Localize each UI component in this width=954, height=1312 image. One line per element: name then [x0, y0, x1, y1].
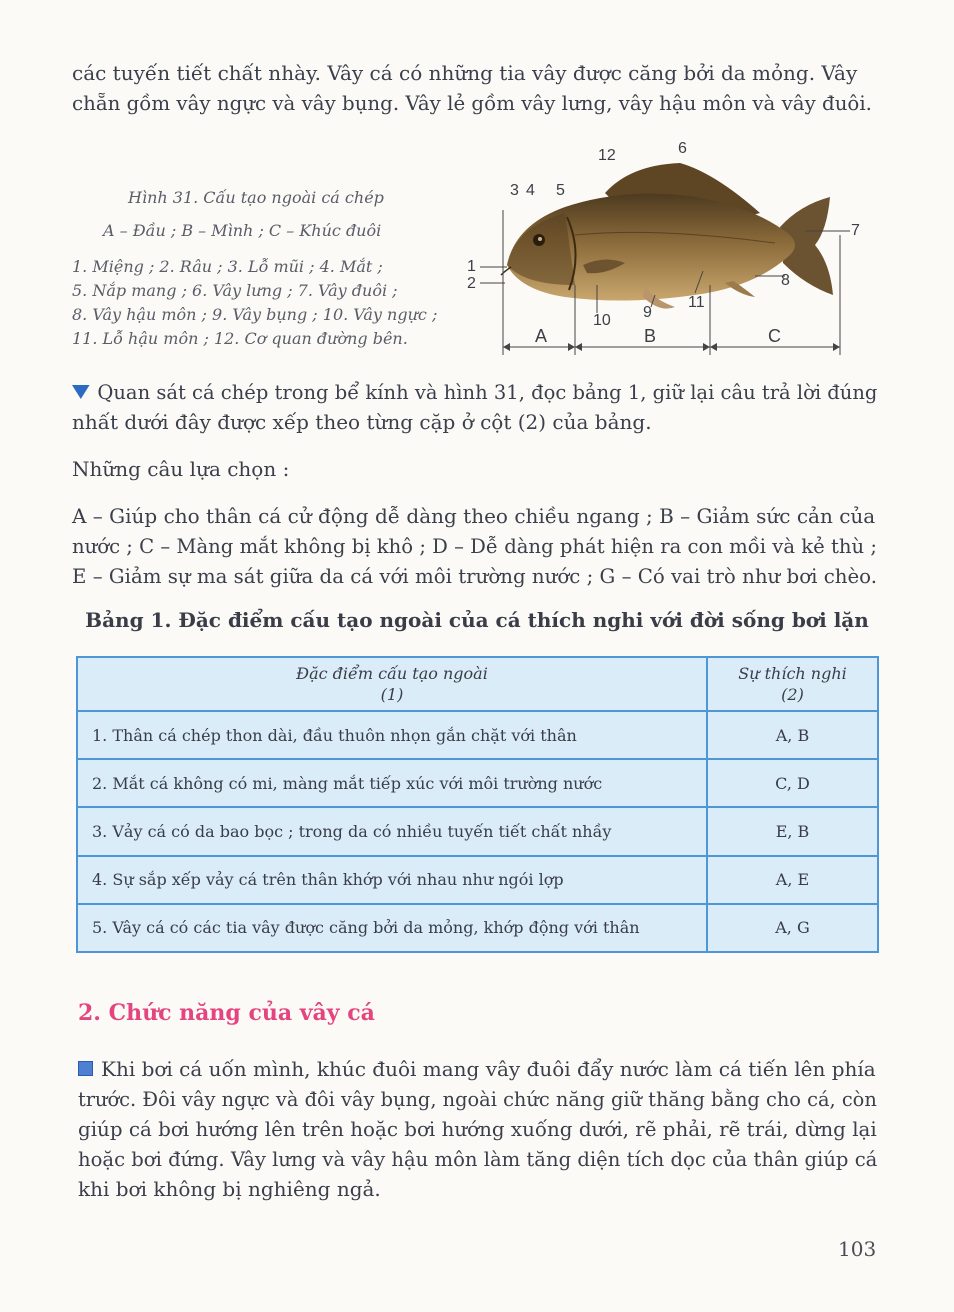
feature-cell: 4. Sự sắp xếp vảy cá trên thân khớp với nhau như ngói lợp	[77, 856, 707, 904]
label-2: 2	[467, 275, 476, 292]
table-row	[77, 759, 878, 807]
options-label: Những câu lựa chọn :	[72, 457, 290, 481]
figure-legend-line: 11. Lỗ hậu môn ; 12. Cơ quan đường bên.	[72, 329, 408, 348]
label-5: 5	[556, 182, 565, 199]
square-bullet-icon	[78, 1061, 93, 1076]
answer-cell: C, D	[707, 759, 878, 807]
table-row	[77, 904, 878, 952]
table-header-row	[77, 657, 878, 711]
option-line: E – Giảm sự ma sát giữa da cá với môi trường nước ; G – Có vai trò như bơi chèo.	[72, 564, 877, 588]
section-paragraph	[78, 1054, 877, 1204]
label-10: 10	[593, 312, 611, 329]
options-paragraph	[72, 501, 877, 591]
label-11: 11	[688, 294, 705, 311]
task-line: nhất dưới đây được xếp theo từng cặp ở cột (2) của bảng.	[72, 410, 652, 434]
table-row	[77, 711, 878, 759]
option-line: nước ; C – Màng mắt không bị khô ; D – Dễ dàng phát hiện ra con mồi và kẻ thù ;	[72, 534, 877, 558]
feature-cell: 2. Mắt cá không có mi, màng mắt tiếp xúc với môi trường nước	[77, 759, 707, 807]
section-label-c: C	[768, 326, 781, 346]
answer-cell: A, G	[707, 904, 878, 952]
page-number: 103	[838, 1237, 877, 1261]
intro-line: chẵn gồm vây ngực và vây bụng. Vây lẻ gồm vây lưng, vây hậu môn và vây đuôi.	[72, 91, 872, 115]
section-line: trước. Đôi vây ngực và đôi vây bụng, ngoài chức năng giữ thăng bằng cho cá, còn	[78, 1087, 877, 1111]
label-6: 6	[678, 140, 687, 157]
table-row	[77, 807, 878, 855]
label-7: 7	[851, 222, 860, 239]
header-feature: Đặc điểm cấu tạo ngoài (1)	[77, 657, 707, 711]
answer-cell: A, B	[707, 711, 878, 759]
triangle-bullet-icon	[72, 385, 90, 399]
figure-legend-line: 1. Miệng ; 2. Râu ; 3. Lỗ mũi ; 4. Mắt ;	[72, 257, 383, 276]
header-adaptation: Sự thích nghi (2)	[707, 657, 878, 711]
figure-caption-title: Hình 31. Cấu tạo ngoài cá chép	[128, 188, 384, 207]
task-paragraph	[72, 377, 877, 437]
label-4: 4	[526, 182, 535, 199]
section-title: 2. Chức năng của vây cá	[78, 1000, 375, 1026]
feature-cell: 3. Vảy cá có da bao bọc ; trong da có nhiều tuyến tiết chất nhầy	[77, 807, 707, 855]
table-title: Bảng 1. Đặc điểm cấu tạo ngoài của cá thích nghi với đời sống bơi lặn	[85, 608, 869, 632]
label-9: 9	[643, 304, 652, 321]
figure-caption-sections: A – Đầu ; B – Mình ; C – Khúc đuôi	[103, 221, 382, 240]
section-line: hoặc bơi đứng. Vây lưng và vây hậu môn làm tăng diện tích dọc của thân giúp cá	[78, 1147, 878, 1171]
figure-legend-line: 8. Vây hậu môn ; 9. Vây bụng ; 10. Vây ngực ;	[72, 305, 438, 324]
option-line: A – Giúp cho thân cá cử động dễ dàng theo chiều ngang ; B – Giảm sức cản của	[72, 504, 876, 528]
task-line: Quan sát cá chép trong bể kính và hình 31, đọc bảng 1, giữ lại câu trả lời đúng	[97, 380, 878, 404]
feature-cell: 1. Thân cá chép thon dài, đầu thuôn nhọn gắn chặt với thân	[77, 711, 707, 759]
label-8: 8	[781, 272, 790, 289]
section-label-b: B	[644, 326, 657, 346]
section-label-a: A	[535, 326, 548, 346]
answer-cell: A, E	[707, 856, 878, 904]
figure-legend-line: 5. Nắp mang ; 6. Vây lưng ; 7. Vây đuôi ;	[72, 281, 398, 300]
section-line: giúp cá bơi hướng lên trên hoặc bơi hướng xuống dưới, rẽ phải, rẽ trái, dừng lại	[78, 1117, 877, 1141]
label-3: 3	[510, 182, 519, 199]
section-line: Khi bơi cá uốn mình, khúc đuôi mang vây đuôi đẩy nước làm cá tiến lên phía	[101, 1057, 876, 1081]
label-12: 12	[598, 147, 616, 164]
table-row	[77, 856, 878, 904]
intro-line: các tuyến tiết chất nhày. Vây cá có những tia vây được căng bởi da mỏng. Vây	[72, 61, 858, 85]
feature-cell: 5. Vây cá có các tia vây được căng bởi da mỏng, khớp động với thân	[77, 904, 707, 952]
answer-cell: E, B	[707, 807, 878, 855]
adaptation-table	[76, 656, 879, 953]
intro-paragraph	[72, 58, 872, 118]
label-1: 1	[467, 258, 476, 275]
carp-illustration	[455, 135, 875, 365]
section-line: khi bơi không bị nghiêng ngả.	[78, 1177, 381, 1201]
